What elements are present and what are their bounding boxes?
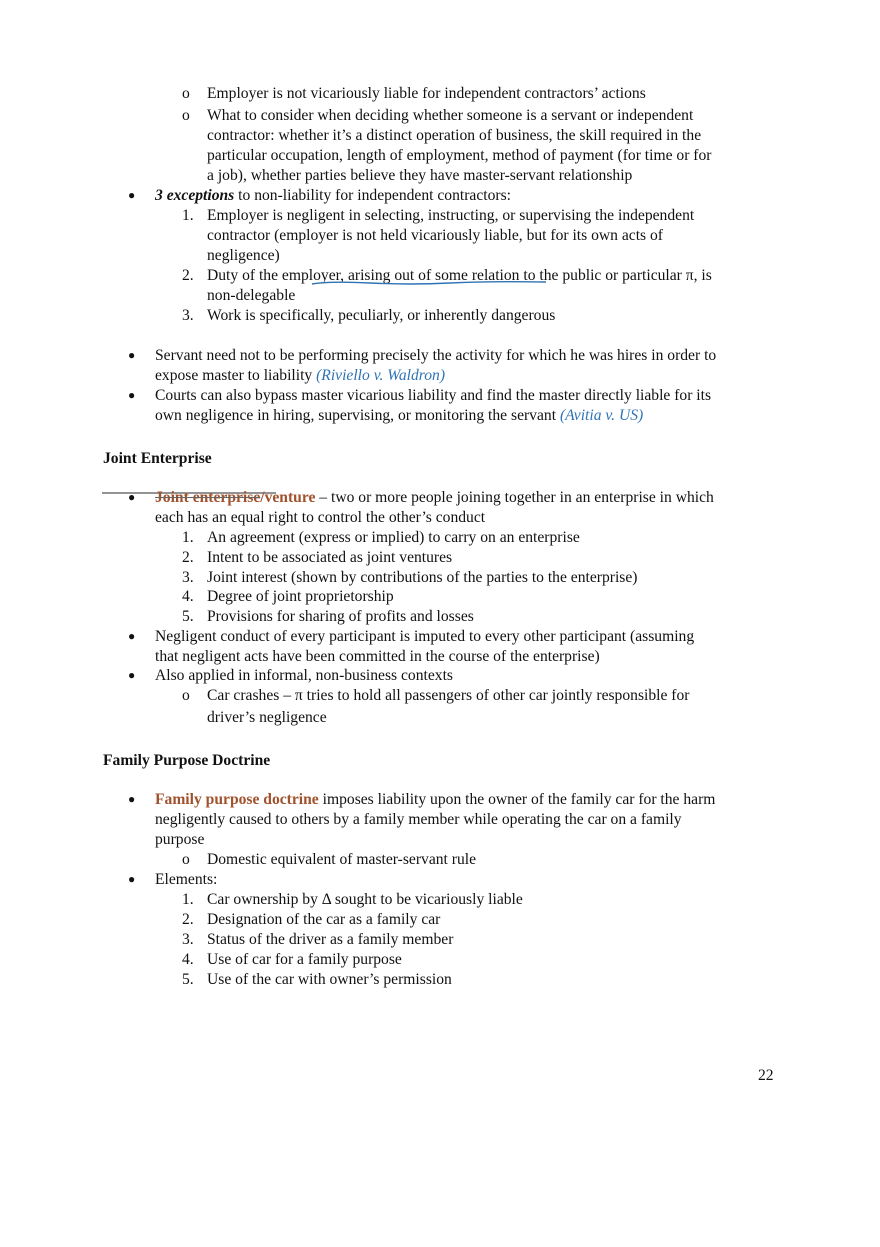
also-applied: Also applied in informal, non-business contexts	[155, 667, 453, 684]
family-element: Use of car for a family purpose	[207, 951, 402, 968]
joint-element: Joint interest (shown by contributions of the parties to the enterprise)	[207, 569, 638, 586]
family-definition-line: Family purpose doctrine imposes liability upon the owner of the family car for the harm	[155, 791, 716, 808]
exception-2-line: Duty of the employer, arising out of some relation to the public or particular π, is	[207, 267, 712, 284]
sub-item-2-line: What to consider when deciding whether someone is a servant or independent	[207, 107, 694, 124]
joint-element: Provisions for sharing of profits and losses	[207, 608, 474, 625]
bullet-marker: ●	[128, 348, 136, 362]
number-marker: 5.	[182, 971, 194, 988]
exception-3: Work is specifically, peculiarly, or inherently dangerous	[207, 307, 556, 324]
ink-underline-annotation	[310, 278, 550, 288]
joint-element: An agreement (express or implied) to carry on an enterprise	[207, 529, 580, 546]
number-marker: 2.	[182, 911, 194, 928]
exceptions-intro	[155, 186, 511, 205]
car-crash-line: Car crashes – π tries to hold all passengers of other car jointly responsible for	[207, 687, 690, 704]
joint-element: Intent to be associated as joint ventures	[207, 549, 453, 566]
exception-1-line: contractor (employer is not held vicariously liable, but for its own acts of	[207, 227, 663, 244]
bullet-marker: ●	[128, 188, 136, 202]
sub-item-1: Employer is not vicariously liable for independent contractors’ actions	[207, 85, 646, 102]
case-citation: (Avitia v. US)	[559, 407, 644, 424]
negligent-line: that negligent acts have been committed in the course of the enterprise)	[155, 648, 600, 665]
term-joint-enterprise: Joint enterprise	[155, 489, 261, 506]
number-marker: 1.	[182, 891, 194, 908]
sub-item-2-line: contractor: whether it’s a distinct operation of business, the skill required in the	[207, 127, 702, 144]
number-marker: 2.	[182, 267, 194, 284]
servant-line: expose master to liability (Riviello v. Waldron)	[155, 367, 446, 384]
servant-line: Servant need not to be performing precisely the activity for which he was hires in order to	[155, 347, 717, 364]
bullet-marker: ●	[128, 490, 136, 504]
bullet-marker: ●	[128, 629, 136, 643]
number-marker: 3.	[182, 931, 194, 948]
term-venture: /venture	[260, 489, 316, 506]
family-definition-line: negligently caused to others by a family member while operating the car on a family	[155, 811, 682, 828]
case-citation: (Riviello v. Waldron)	[316, 367, 446, 384]
number-marker: 1.	[182, 207, 194, 224]
number-marker: 3.	[182, 307, 194, 324]
number-marker: 3.	[182, 569, 194, 586]
exception-2-line: non-delegable	[207, 287, 296, 304]
courts-line: own negligence in hiring, supervising, or monitoring the servant (Avitia v. US)	[155, 407, 644, 424]
number-marker: 4.	[182, 951, 194, 968]
number-marker: 1.	[182, 529, 194, 546]
family-element: Use of the car with owner’s permission	[207, 971, 452, 988]
courts-line: Courts can also bypass master vicarious liability and find the master directly liable for its	[155, 387, 712, 404]
sub-item-2-line: a job), whether parties believe they have master-servant relationship	[207, 167, 633, 184]
negligent-line: Negligent conduct of every participant is imputed to every other participant (assuming	[155, 628, 695, 645]
family-element: Status of the driver as a family member	[207, 931, 454, 948]
sub-bullet-marker: o	[182, 85, 190, 102]
joint-element: Degree of joint proprietorship	[207, 588, 394, 605]
car-crash-line: driver’s negligence	[207, 709, 327, 726]
family-sub: Domestic equivalent of master-servant rule	[207, 851, 477, 868]
bullet-marker: ●	[128, 388, 136, 402]
bullet-marker: ●	[128, 668, 136, 682]
sub-bullet-marker: o	[182, 107, 190, 124]
bullet-marker: ●	[128, 792, 136, 806]
joint-definition-line: Joint enterprise/venture – two or more people joining together in an enterprise in which	[155, 489, 714, 506]
family-definition-line: purpose	[155, 831, 205, 848]
term-family-purpose-doctrine: Family purpose doctrine	[155, 791, 319, 808]
exception-1-line: negligence)	[207, 247, 280, 264]
section-heading-joint-enterprise: Joint Enterprise	[103, 450, 212, 467]
number-marker: 5.	[182, 608, 194, 625]
joint-definition-line: each has an equal right to control the other’s conduct	[155, 509, 486, 526]
sub-bullet-marker: o	[182, 851, 190, 868]
number-marker: 4.	[182, 588, 194, 605]
section-heading-family-purpose: Family Purpose Doctrine	[103, 752, 271, 769]
family-element: Designation of the car as a family car	[207, 911, 441, 928]
number-marker: 2.	[182, 549, 194, 566]
sub-item-2-line: particular occupation, length of employment, method of payment (for time or for	[207, 147, 712, 164]
exceptions-rest: to non-liability for independent contractors:	[234, 187, 511, 204]
bullet-marker: ●	[128, 872, 136, 886]
family-element: Car ownership by Δ sought to be vicariously liable	[207, 891, 523, 908]
exceptions-bold: 3 exceptions	[155, 187, 235, 204]
elements-label: Elements:	[155, 871, 218, 888]
sub-bullet-marker: o	[182, 687, 190, 704]
exception-1-line: Employer is negligent in selecting, instructing, or supervising the independent	[207, 207, 695, 224]
page-number: 22	[758, 1067, 774, 1084]
